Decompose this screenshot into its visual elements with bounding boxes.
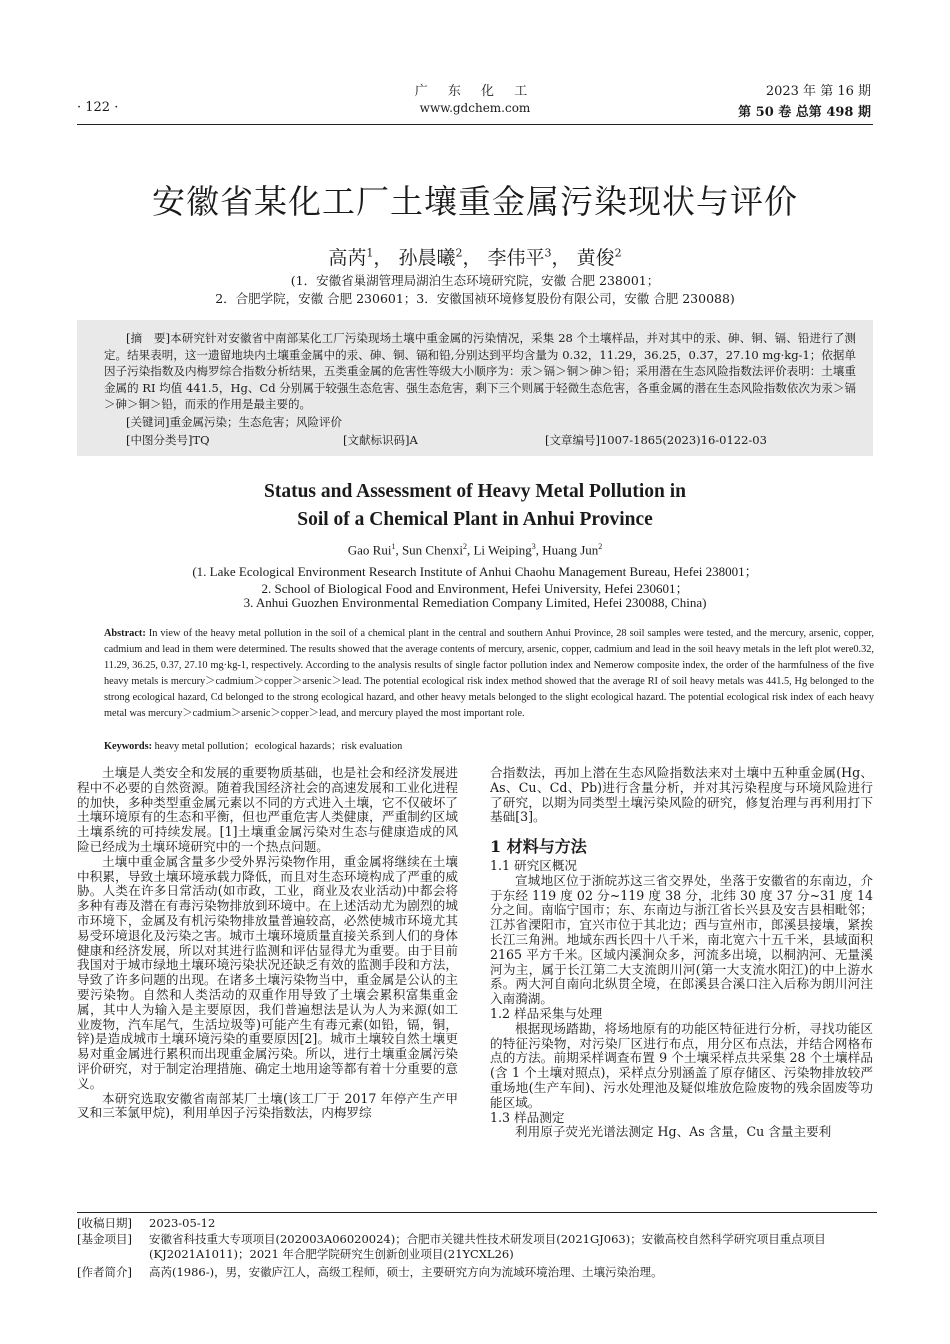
paragraph: 合指数法，再加上潜在生态风险指数法来对土壤中五种重金属(Hg、As、Cu、Cd、Pb)进行含量分析，并对其污染程度与环境风险进行了研究，以期为同类型土壤污染风险的研究，修复治理与再利用打下基础[3]。	[490, 765, 873, 825]
paragraph: 土壤是人类安全和发展的重要物质基础，也是社会和经济发展进程中不必要的自然资源。随着我国经济社会的高速发展和工业化进程的加快，多种类型重金属元素以不同的方式进入土壤，它不仅破坏了土壤环境原有的生态和平衡，但也严重危害人类健康，严重制约区域土壤系统的可持续发展。[1]土壤重金属污染对生态与健康造成的风险已经成为土壤环境研究中的一个热点问题。	[77, 765, 458, 854]
author-bio: [作者简介] 高芮(1986-)，男，安徽庐江人，高级工程师，硕士，主要研究方向为流域环境治理、土壤污染治理。	[77, 1265, 663, 1279]
article-number: [文章编号]1007-1865(2023)16-0122-03	[545, 433, 767, 447]
paragraph: 土壤中重金属含量多少受外界污染物作用，重金属将继续在土壤中积累，导致土壤环境承载力降低，而且对生态环境构成了严重的威胁。人类在许多日常活动(如市政，工业，商业及农业活动)中都会将多种有毒及潜在有毒污染物排放到环境中。在上述活动尤为剧烈的城市环境下，金属及有机污染物排放量普遍较高，必然使城市环境尤其易受环境退化及污染之害。城市土壤环境质量直接关系到人们的身体健康和经济发展，所以对其进行监测和评估显得尤为重要。由于目前我国对于城市绿地土壤环境污染状况还缺乏有效的监测手段和方法，导致了许多问题的出现。在诸多土壤污染物当中，重金属是公认的主要污染物。自然和人类活动的双重作用导致了土壤会累积富集重金属，其中人为输入是主要原因，我们普遍想法是认为人为来源(如工业废物，汽车尾气，生活垃圾等)可能产生有毒元素(如铅，镉，铜，锌)是造成城市土壤环境污染的重要原因[2]。城市土壤较自然土壤更易对重金属进行累积而出现重金属污染。所以，进行土壤重金属污染评价研究，对于制定治理措施、确定土地用途等都有着十分重要的意义。	[77, 853, 458, 1091]
journal-url[interactable]: www.gdchem.com	[419, 101, 531, 115]
affiliation-en-1: (1. Lake Ecological Environment Research Institute of Anhui Chaohu Management Bureau, Hefei 238001；	[192, 564, 758, 579]
left-column	[77, 766, 458, 1121]
abstract-cn: [摘 要]本研究针对安徽省中南部某化工厂污染现场土壤中重金属的污染情况，采集 28 个土壤样品，并对其中的汞、砷、铜、镉、铅进行了测定。结果表明，这一遗留地块内土壤重金属中的汞、砷、铜、镉和铅,分别达到平均含量为 0.32，11.29，36.25，0.37，27.10 mg·kg-1；依据单因子污染指数及内梅罗综合指数分析结果，五类重金属的危害性等级大小顺序为：汞＞镉＞铜＞砷＞铅；采用潜在生态风险指数法评价表明：土壤重金属的 RI 均值 441.5，Hg、Cd 分别属于较强生态危害、强生态危害，剩下三个则属于轻微生态危害，各重金属的潜在生态风险指数依次为汞＞镉＞砷＞铜＞铅，而汞的作用是最主要的。	[104, 331, 856, 411]
paragraph: 本研究选取安徽省南部某厂土壤(该工厂于 2017 年停产生产甲叉和三苯氯甲烷)，利用单因子污染指数法，内梅罗综	[77, 1090, 458, 1121]
received-date: [收稿日期] 2023-05-12	[77, 1216, 216, 1230]
subsection-heading: 1.3 样品测定	[490, 1109, 565, 1125]
fund-project: [基金项目] 安徽省科技重大专项项目(202003A06020024)；合肥市关键共性技术研发项目(2021GJ063)；安徽高校自然科学研究项目重点项目(KJ2021A1011)；2021 年合肥学院研究生创新创业项目(21YCXL26)	[77, 1232, 826, 1261]
keywords-cn: [关键词]重金属污染；生态危害；风险评价	[126, 415, 342, 429]
author-cn: 李伟平	[487, 247, 545, 269]
author-cn: 高芮	[328, 247, 367, 269]
affiliation-en-3: 3. Anhui Guozhen Environmental Remediation Company Limited, Hefei 230088, China)	[243, 595, 707, 610]
header-divider	[77, 124, 873, 125]
title-en: Status and Assessment of Heavy Metal Pollution in Soil of a Chemical Plant in Anhui Province	[264, 481, 686, 530]
issue-label: 2023 年 第 16 期	[765, 84, 871, 99]
journal-name: 广 东 化 工	[414, 84, 536, 99]
subsection-heading: 1.2 样品采集与处理	[490, 1005, 603, 1021]
subsection-heading: 1.1 研究区概况	[490, 857, 578, 873]
authors-cn: 高芮$^1$， 孙晨曦$^2$， 李伟平$^3$， 黄俊$^2$	[328, 246, 622, 269]
paragraph: 宣城地区位于浙皖苏这三省交界处，坐落于安徽省的东南边，介于东经 119 度 02 分~119 度 38 分，北纬 30 度 37 分~31 度 14 分之间。南临宁国市；东、东南边与浙江省长兴县及安吉县相毗邻；江苏省溧阳市，宜兴市位于其北边；西与宣州市，郎溪县接壤，紧挨长江三角洲。地域东西长四十八千米，南北宽六十五千米，县域面积 2165 平方千米。区域内溪涧众多，河流多出境，以桐汭河、无量溪河为主，属于长江第二大支流朗川河(第一大支流水阳江)的中上游水系。两大河自南向北纵贯全境，在郎溪县合溪口注入后称为朗川河注入南漪湖。	[490, 872, 873, 1007]
paragraph: 利用原子荧光光谱法测定 Hg、As 含量，Cu 含量主要利	[515, 1124, 832, 1140]
paragraph: 根据现场踏勘，将场地原有的功能区特征进行分析，寻找功能区的特征污染物，对污染厂区进行布点，用分区布点法，并结合网格布点的方法。前期采样调查布置 9 个土壤采样点共采集 28 个土壤样品(含 1 个土壤对照点)，采样点分别涵盖了原存储区、污染物排放较严重场地(生产车间)、污水处理池及疑似堆放危险废物的残余固废等功能区域。	[490, 1020, 873, 1110]
title-cn: 安徽省某化工厂土壤重金属污染现状与评价	[152, 182, 798, 221]
page-number: · 122 ·	[77, 100, 119, 115]
affiliation-en-2: 2. School of Biological Food and Environment, Hefei University, Hefei 230601；	[261, 581, 689, 596]
clc-number: [中图分类号]TQ	[126, 433, 210, 447]
volume-label: 第 50 卷 总第 498 期	[738, 105, 871, 120]
affiliation-cn-1: (1．安徽省巢湖管理局湖泊生态环境研究院，安徽 合肥 238001；	[290, 273, 660, 288]
footnote-divider	[77, 1212, 877, 1213]
abstract-en: Abstract: In view of the heavy metal pollution in the soil of a chemical plant in the central and southern Anhui Province, 28 soil samples were tested, and the mercury, arsenic, copper, cadmium and lead in them were determined. The results showed that the average contents of mercury, arsenic, copper, cadmium and lead in the soil heavy metals in the left plot were0.32, 11.29, 36.25, 0.37, 27.10 mg·kg-1, respectively. According to the analysis results of single factor pollution index and Nemerow composite index, the order of the harmfulness of the five heavy metals is mercury＞cadmium＞copper＞arsenic＞lead. The potential ecological risk index method showed that the average RI of soil heavy metals was 441.5, Hg belonged to the strong ecological hazard, Cd belonged to the strong ecological hazard, and other heavy metals belonged to the slight ecological hazard. The potential ecological risk index of each heavy metal was mercury＞cadmium＞arsenic＞copper＞lead, and mercury played the most important role.	[104, 628, 874, 719]
affiliation-cn-2: 2．合肥学院，安徽 合肥 230601；3．安徽国祯环境修复股份有限公司，安徽 合肥 230088)	[215, 291, 735, 306]
authors-en: Gao Rui$^1$, Sun Chenxi$^2$, Li Weiping$^3$, Huang Jun$^2$	[347, 542, 603, 558]
keywords-en: Keywords: heavy metal pollution；ecological hazards；risk evaluation	[104, 741, 403, 752]
document-code: [文献标识码]A	[343, 433, 418, 447]
right-column	[490, 766, 873, 1140]
author-cn: 孙晨曦	[398, 247, 456, 269]
author-cn: 黄俊	[576, 247, 615, 269]
section-heading: 1 材料与方法	[490, 837, 587, 857]
